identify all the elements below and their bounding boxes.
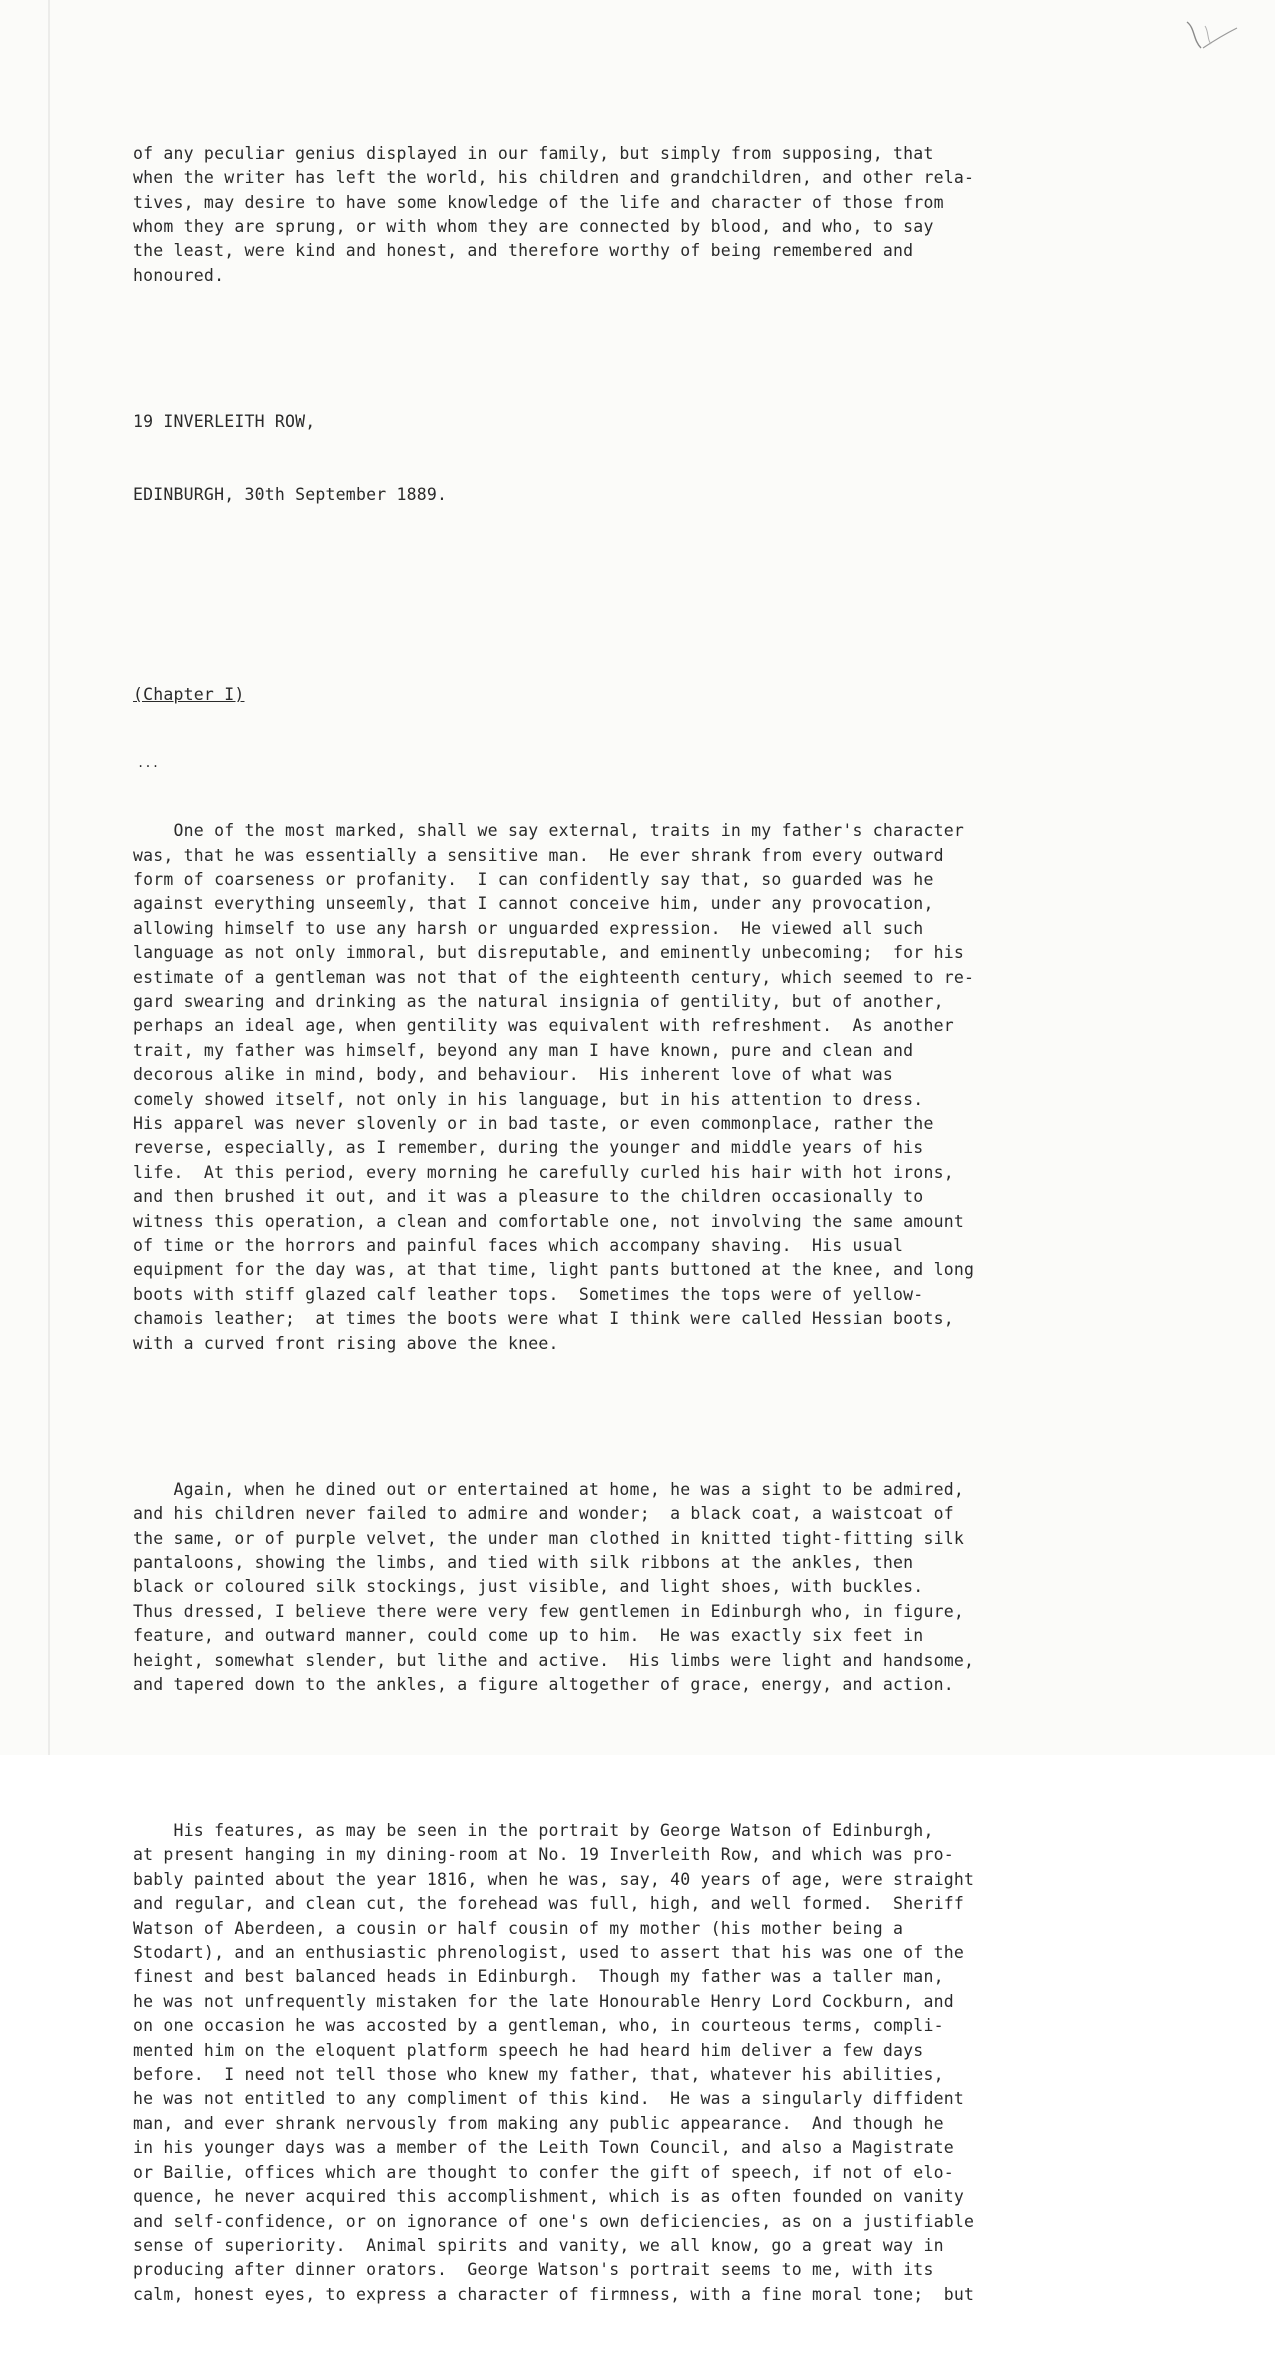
- document-body: [133, 93, 1223, 2356]
- address-line-2: EDINBURGH, 30th September 1889.: [133, 485, 448, 505]
- chapter-ellipsis: ...: [137, 756, 160, 771]
- corner-pencil-mark-icon: [1181, 18, 1239, 54]
- paragraph-1: One of the most marked, shall we say external, traits in my father's character was, that he was essentially a sensitive man. He ever shrank from every outward form of coarseness or profanity. I can confidently say that, so guarded was he against everything unseemly, that I cannot conceive him, under any provocation, allowing himself to use any harsh or unguarded expression. He viewed all such language as not only immoral, but disreputable, and eminently unbecoming; for his estimate of a gentleman was not that of the eighteenth century, which seemed to re- gard swearing and drinking as the natural insignia of gentility, but of another, perhaps an ideal age, when gentility was equivalent with refreshment. As another trait, my father was himself, beyond any man I have known, pure and clean and decorous alike in mind, body, and behaviour. His inherent love of what was comely showed itself, not only in his language, but in his attention to dress. His apparel was never slovenly or in bad taste, or even commonplace, rather the reverse, especially, as I remember, during the younger and middle years of his life. At this period, every morning he carefully curled his hair with hot irons, and then brushed it out, and it was a pleasure to the children occasionally to witness this operation, a clean and comfortable one, not involving the same amount of time or the horrors and painful faces which accompany shaving. His usual equipment for the day was, at that time, light pants buttoned at the knee, and long boots with stiff glazed calf leather tops. Sometimes the tops were of yellow- chamois leather; at times the boots were what I think were called Hessian boots, with a curved front rising above the knee.: [133, 821, 975, 1353]
- chapter-heading: (Chapter I): [133, 685, 245, 705]
- address-line-1: 19 INVERLEITH ROW,: [133, 411, 316, 431]
- paragraph-3: His features, as may be seen in the portrait by George Watson of Edinburgh, at present hanging in my dining-room at No. 19 Inverleith Row, and which was pro- bably painted about the year 1816, when he was, say, 40 years of age, were straight and regular, and clean cut, the forehead was full, high, and well formed. Sheriff Watson of Aberdeen, a cousin or half cousin of my mother (his mother being a Stodart), and an enthusiastic phrenologist, used to assert that his was one of the finest and best balanced heads in Edinburgh. Though my father was a taller man, he was not unfrequently mistaken for the late Honourable Henry Lord Cockburn, and on one occasion he was accosted by a gentleman, who, in courteous terms, compli- mented him on the eloquent platform speech he had heard him deliver a few days before. I need not tell those who knew my father, that, whatever his abilities, he was not entitled to any compliment of this kind. He was a singularly diffident man, and ever shrank nervously from making any public appearance. And though he in his younger days was a member of the Leith Town Council, and also a Magistrate or Bailie, offices which are thought to confer the gift of speech, if not of elo- quence, he never acquired this accomplishment, which is as often founded on vanity and self-confidence, or on ignorance of one's own deficiencies, as on a justifiable sense of superiority. Animal spirits and vanity, we all know, go a great way in producing after dinner orators. George Watson's portrait seems to me, with its calm, honest eyes, to express a character of firmness, with a fine moral tone; but: [133, 1821, 975, 2304]
- intro-paragraph: of any peculiar genius displayed in our family, but simply from supposing, that when the writer has left the world, his children and grandchildren, and other rela- tives, may desire to have some knowledge of the life and character of those from whom they are sprung, or with whom they are connected by blood, and who, to say the least, were kind and honest, and therefore worthy of being remembered and honoured.: [133, 143, 975, 285]
- page-edge-shadow: [48, 0, 50, 1755]
- paragraph-2: Again, when he dined out or entertained at home, he was a sight to be admired, and his children never failed to admire and wonder; a black coat, a waistcoat of the same, or of purple velvet, the under man clothed in knitted tight-fitting silk pantaloons, showing the limbs, and tied with silk ribbons at the ankles, then black or coloured silk stockings, just visible, and light shoes, with buckles. Thus dressed, I believe there were very few gentlemen in Edinburgh who, in figure, feature, and outward manner, could come up to him. He was exactly six feet in height, somewhat slender, but lithe and active. His limbs were light and handsome, and tapered down to the ankles, a figure altogether of grace, energy, and action.: [133, 1479, 975, 1694]
